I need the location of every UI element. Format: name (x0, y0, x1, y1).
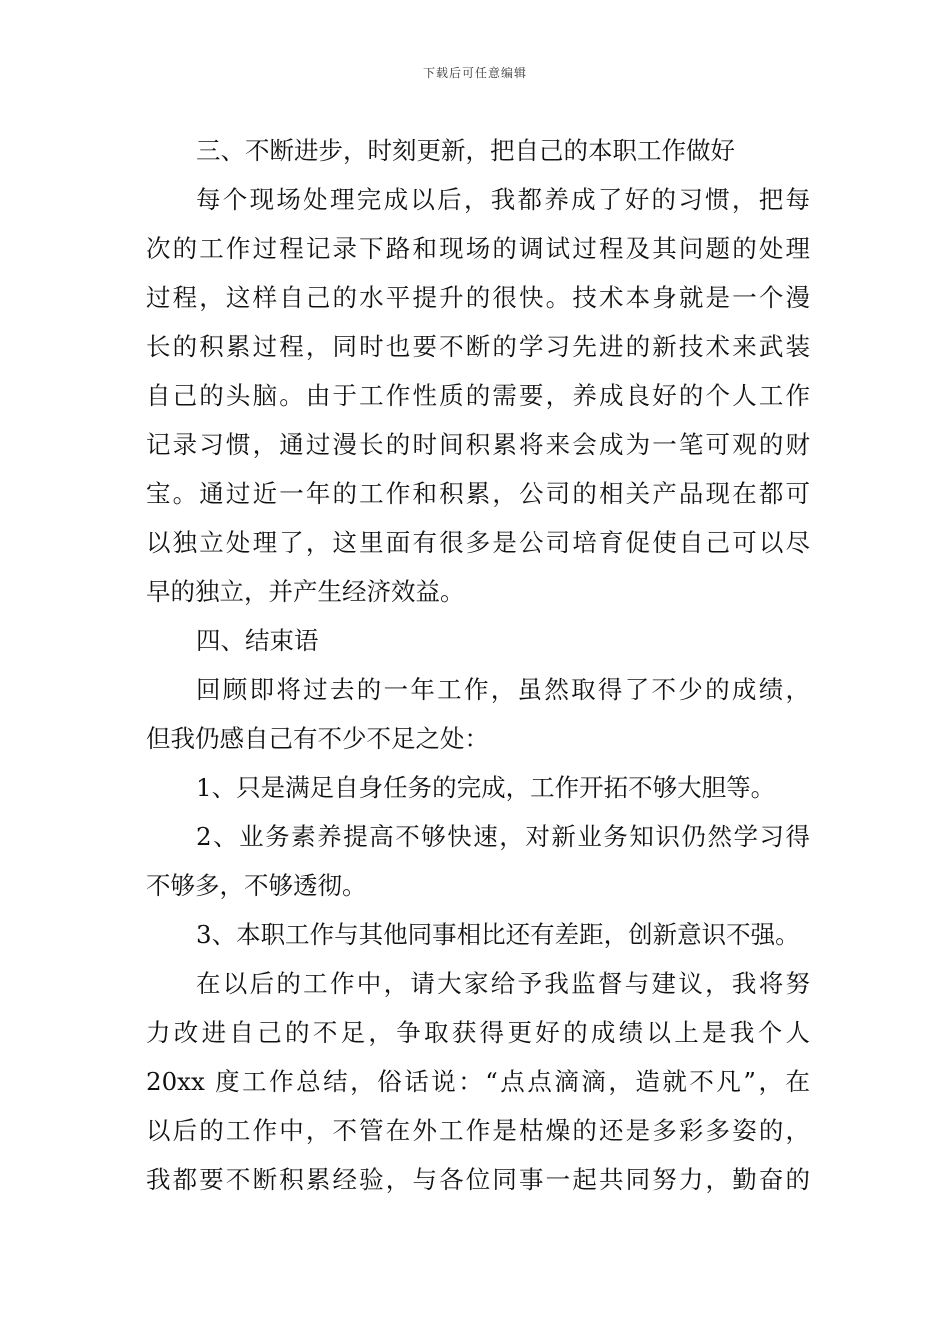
list-item: 1、只是满足自身任务的完成，工作开拓不够大胆等。 (196, 773, 776, 802)
paragraph-line: 过程，这样自己的水平提升的很快。技术本身就是一个漫 (146, 283, 810, 312)
section-heading: 四、结束语 (196, 626, 319, 655)
paragraph-line: 以独立处理了，这里面有很多是公司培育促使自己可以尽 (146, 528, 810, 557)
page-header: 下载后可任意编辑 (422, 66, 527, 80)
paragraph-line: 记录习惯，通过漫长的时间积累将来会成为一笔可观的财 (146, 430, 810, 459)
list-item: 3、本职工作与其他同事相比还有差距，创新意识不强。 (196, 920, 800, 949)
paragraph-line: 早的独立，并产生经济效益。 (146, 577, 465, 606)
paragraph-line: 在以后的工作中，请大家给予我监督与建议，我将努 (196, 969, 810, 998)
paragraph-line: 三、不断进步，时刻更新，把自己的本职工作做好 (196, 136, 735, 165)
paragraph-line: 自己的头脑。由于工作性质的需要，养成良好的个人工作 (146, 381, 810, 410)
paragraph-line: 力改进自己的不足，争取获得更好的成绩以上是我个人 (146, 1018, 810, 1047)
paragraph-line: 宝。通过近一年的工作和积累，公司的相关产品现在都可 (146, 479, 810, 508)
paragraph-line: 以后的工作中，不管在外工作是枯燥的还是多彩多姿的， (146, 1116, 810, 1145)
paragraph-line: 20xx 度工作总结，俗话说：“点点滴滴，造就不凡”，在 (146, 1067, 810, 1096)
document-body (146, 126, 810, 1204)
paragraph-line: 次的工作过程记录下路和现场的调试过程及其问题的处理 (146, 234, 810, 263)
list-item: 2、业务素养提高不够快速，对新业务知识仍然学习得 (196, 822, 810, 851)
paragraph-line: 但我仍感自己有不少不足之处： (146, 724, 489, 753)
paragraph-line: 我都要不断积累经验，与各位同事一起共同努力，勤奋的 (146, 1165, 810, 1194)
paragraph-line: 每个现场处理完成以后，我都养成了好的习惯，把每 (196, 185, 810, 214)
paragraph-line: 长的积累过程，同时也要不断的学习先进的新技术来武装 (146, 332, 810, 361)
list-item-continued: 不够多，不够透彻。 (146, 871, 367, 900)
paragraph-line: 回顾即将过去的一年工作，虽然取得了不少的成绩， (196, 675, 810, 704)
